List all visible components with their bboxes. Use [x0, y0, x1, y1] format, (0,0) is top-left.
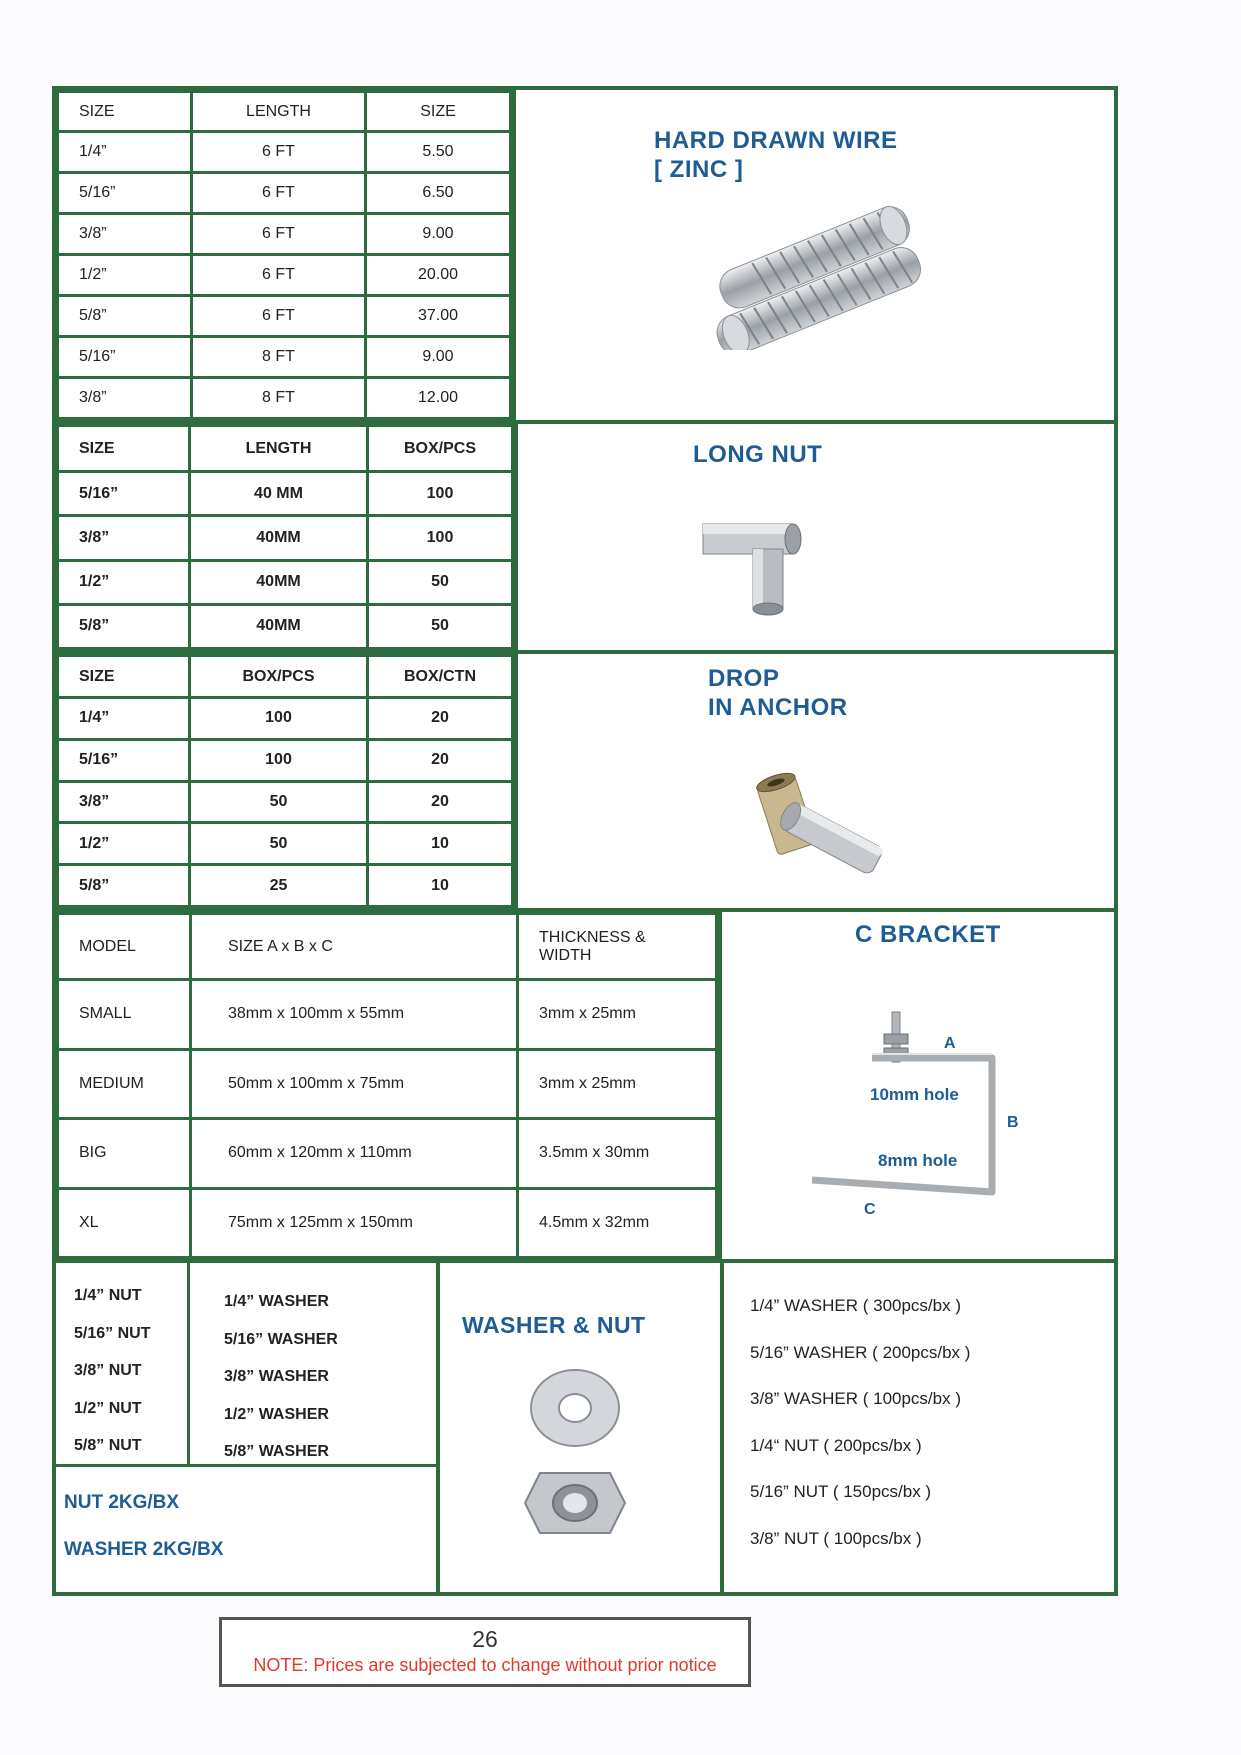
table-row — [58, 378, 511, 419]
list-item: 5/8” NUT — [74, 1437, 142, 1454]
header-cell: MODEL — [58, 914, 191, 980]
label-c: C — [864, 1201, 876, 1218]
table-row — [58, 980, 717, 1050]
table-cell: 6 FT — [192, 214, 366, 255]
table-header-row — [58, 656, 513, 698]
long-nut-title: LONG NUT — [693, 441, 823, 468]
drop-in-anchor-table-wrap — [56, 654, 518, 908]
table-cell: 60mm x 120mm x 110mm — [191, 1119, 518, 1189]
list-item: 5/16” WASHER — [224, 1330, 338, 1348]
title-line: HARD DRAWN WIRE — [654, 127, 898, 154]
table-cell: 50 — [190, 823, 368, 865]
table-cell: 50 — [368, 604, 513, 648]
table-row — [58, 255, 511, 296]
table-row — [58, 472, 513, 516]
catalog-frame — [52, 86, 1118, 1596]
long-nut-panel — [518, 424, 1114, 650]
table-header-row — [58, 914, 717, 980]
table-row — [58, 739, 513, 781]
header-cell: SIZE — [58, 426, 190, 472]
list-item: 3/8” WASHER — [224, 1368, 329, 1385]
table-cell: 3/8” — [58, 214, 192, 255]
table-cell: 50 — [190, 781, 368, 823]
table-cell: 6 FT — [192, 173, 366, 214]
packing-info — [724, 1263, 1114, 1592]
list-item: 5/16” NUT ( 150pcs/bx ) — [750, 1482, 932, 1501]
table-cell: 5/16” — [58, 739, 190, 781]
table-cell: 100 — [190, 698, 368, 740]
table-cell: 5/16” — [58, 472, 190, 516]
drop-in-anchor-panel — [518, 654, 1114, 908]
table-cell: 5/8” — [58, 296, 192, 337]
label-b: B — [1007, 1114, 1019, 1131]
table-row — [58, 698, 513, 740]
table-cell: 37.00 — [366, 296, 511, 337]
table-cell: 40MM — [190, 604, 368, 648]
table-cell: 1/4” — [58, 132, 192, 173]
header-cell: BOX/PCS — [190, 656, 368, 698]
washer-list — [190, 1263, 436, 1464]
c-bracket-section — [56, 912, 1114, 1263]
drop-in-anchor-image — [753, 769, 893, 879]
table-cell: 20 — [368, 781, 513, 823]
hard-drawn-wire-title — [654, 126, 897, 184]
washer-nut-section — [56, 1263, 1114, 1592]
table-cell: 6 FT — [192, 255, 366, 296]
table-row — [58, 1188, 717, 1258]
table-cell: 100 — [190, 739, 368, 781]
table-cell: 5/8” — [58, 604, 190, 648]
table-cell: 1/2” — [58, 255, 192, 296]
nut-weight: NUT 2KG/BX — [64, 1492, 180, 1513]
washer-nut-panel — [440, 1263, 724, 1592]
table-cell: 1/2” — [58, 560, 190, 604]
list-item: 1/4” WASHER — [224, 1293, 329, 1310]
table-row — [58, 132, 511, 173]
table-cell: 8 FT — [192, 378, 366, 419]
weight-info — [56, 1467, 436, 1573]
table-cell: 4.5mm x 32mm — [518, 1188, 717, 1258]
table-row — [58, 1119, 717, 1189]
table-cell: 3/8” — [58, 781, 190, 823]
drop-in-anchor-table — [56, 654, 514, 908]
page-number: 26 — [472, 1626, 498, 1652]
washer-weight: WASHER 2KG/BX — [64, 1539, 224, 1560]
table-row — [58, 865, 513, 907]
table-cell: 1/4” — [58, 698, 190, 740]
list-item: 3/8” NUT — [74, 1362, 142, 1379]
washer-nut-size-lists — [56, 1263, 436, 1467]
table-row — [58, 337, 511, 378]
table-row — [58, 214, 511, 255]
table-cell: 3/8” — [58, 516, 190, 560]
hex-nut-image — [520, 1463, 630, 1543]
c-bracket-title: C BRACKET — [855, 921, 1001, 948]
table-cell: MEDIUM — [58, 1049, 191, 1119]
table-cell: 9.00 — [366, 214, 511, 255]
table-row — [58, 173, 511, 214]
header-cell: SIZE — [58, 92, 192, 132]
hard-drawn-wire-table-wrap — [56, 90, 516, 420]
list-item: 1/2” WASHER — [224, 1405, 329, 1423]
hard-drawn-wire-table — [56, 90, 512, 420]
table-row — [58, 823, 513, 865]
table-cell: 40 MM — [190, 472, 368, 516]
table-cell: 50 — [368, 560, 513, 604]
table-cell: SMALL — [58, 980, 191, 1050]
header-cell: SIZE — [58, 656, 190, 698]
threaded-rod-image — [691, 200, 931, 350]
price-note: NOTE: Prices are subjected to change without prior notice — [253, 1655, 717, 1675]
c-bracket-table-wrap — [56, 912, 722, 1259]
washer-image — [525, 1363, 625, 1453]
table-row — [58, 296, 511, 337]
table-header-row — [58, 426, 513, 472]
nut-list — [56, 1263, 190, 1464]
c-bracket-panel — [722, 912, 1114, 1259]
table-cell: 10 — [368, 865, 513, 907]
list-item: 5/16” NUT — [74, 1324, 151, 1342]
table-row — [58, 560, 513, 604]
table-cell: 40MM — [190, 516, 368, 560]
long-nut-table-wrap — [56, 424, 518, 650]
table-cell: 5/16” — [58, 173, 192, 214]
list-item: 3/8” NUT ( 100pcs/bx ) — [750, 1528, 922, 1548]
long-nut-table — [56, 424, 514, 650]
header-cell: LENGTH — [192, 92, 366, 132]
header-cell: SIZE — [366, 92, 511, 132]
washer-nut-title: WASHER & NUT — [462, 1312, 646, 1338]
list-item: 3/8” WASHER ( 100pcs/bx ) — [750, 1389, 961, 1408]
washer-nut-lists — [56, 1263, 440, 1592]
title-line: DROP — [708, 665, 780, 692]
label-a: A — [944, 1035, 956, 1052]
table-cell: 40MM — [190, 560, 368, 604]
table-cell: 3mm x 25mm — [518, 980, 717, 1050]
hard-drawn-wire-panel — [516, 90, 1114, 420]
table-row — [58, 516, 513, 560]
table-cell: 20.00 — [366, 255, 511, 296]
list-item: 1/4” NUT — [74, 1287, 142, 1304]
list-item: 1/4“ NUT ( 200pcs/bx ) — [750, 1435, 922, 1455]
table-cell: 12.00 — [366, 378, 511, 419]
c-bracket-diagram — [792, 992, 1092, 1242]
list-item: 5/16” WASHER ( 200pcs/bx ) — [750, 1342, 971, 1362]
table-cell: 25 — [190, 865, 368, 907]
hole-top-label: 10mm hole — [870, 1085, 959, 1104]
table-cell: 5.50 — [366, 132, 511, 173]
title-line: IN ANCHOR — [708, 694, 848, 721]
table-cell: XL — [58, 1188, 191, 1258]
header-cell: THICKNESS & WIDTH — [518, 914, 717, 980]
table-cell: 100 — [368, 472, 513, 516]
drop-in-anchor-title — [708, 664, 848, 722]
table-cell: 3.5mm x 30mm — [518, 1119, 717, 1189]
long-nut-section — [56, 424, 1114, 654]
drop-in-anchor-section — [56, 654, 1114, 912]
title-line: [ ZINC ] — [654, 156, 744, 183]
table-row — [58, 604, 513, 648]
table-cell: BIG — [58, 1119, 191, 1189]
table-cell: 3mm x 25mm — [518, 1049, 717, 1119]
table-cell: 5/16” — [58, 337, 192, 378]
table-cell: 3/8” — [58, 378, 192, 419]
header-cell: LENGTH — [190, 426, 368, 472]
table-cell: 6 FT — [192, 296, 366, 337]
table-cell: 5/8” — [58, 865, 190, 907]
table-cell: 10 — [368, 823, 513, 865]
table-cell: 38mm x 100mm x 55mm — [191, 980, 518, 1050]
table-cell: 8 FT — [192, 337, 366, 378]
table-cell: 20 — [368, 739, 513, 781]
table-cell: 6.50 — [366, 173, 511, 214]
hard-drawn-wire-section — [56, 90, 1114, 424]
list-item: 5/8” WASHER — [224, 1443, 329, 1460]
hole-bottom-label: 8mm hole — [878, 1151, 958, 1170]
c-bracket-table — [56, 912, 718, 1259]
table-cell: 50mm x 100mm x 75mm — [191, 1049, 518, 1119]
table-cell: 75mm x 125mm x 150mm — [191, 1188, 518, 1258]
footer-note-box — [219, 1617, 751, 1687]
table-header-row — [58, 92, 511, 132]
list-item: 1/2” NUT — [74, 1399, 142, 1417]
table-cell: 6 FT — [192, 132, 366, 173]
table-cell: 20 — [368, 698, 513, 740]
table-cell: 1/2” — [58, 823, 190, 865]
long-nut-image — [693, 514, 813, 624]
header-cell: BOX/PCS — [368, 426, 513, 472]
table-cell: 9.00 — [366, 337, 511, 378]
header-cell: BOX/CTN — [368, 656, 513, 698]
header-cell: SIZE A x B x C — [191, 914, 518, 980]
table-row — [58, 1049, 717, 1119]
table-cell: 100 — [368, 516, 513, 560]
list-item: 1/4” WASHER ( 300pcs/bx ) — [750, 1296, 961, 1315]
table-row — [58, 781, 513, 823]
